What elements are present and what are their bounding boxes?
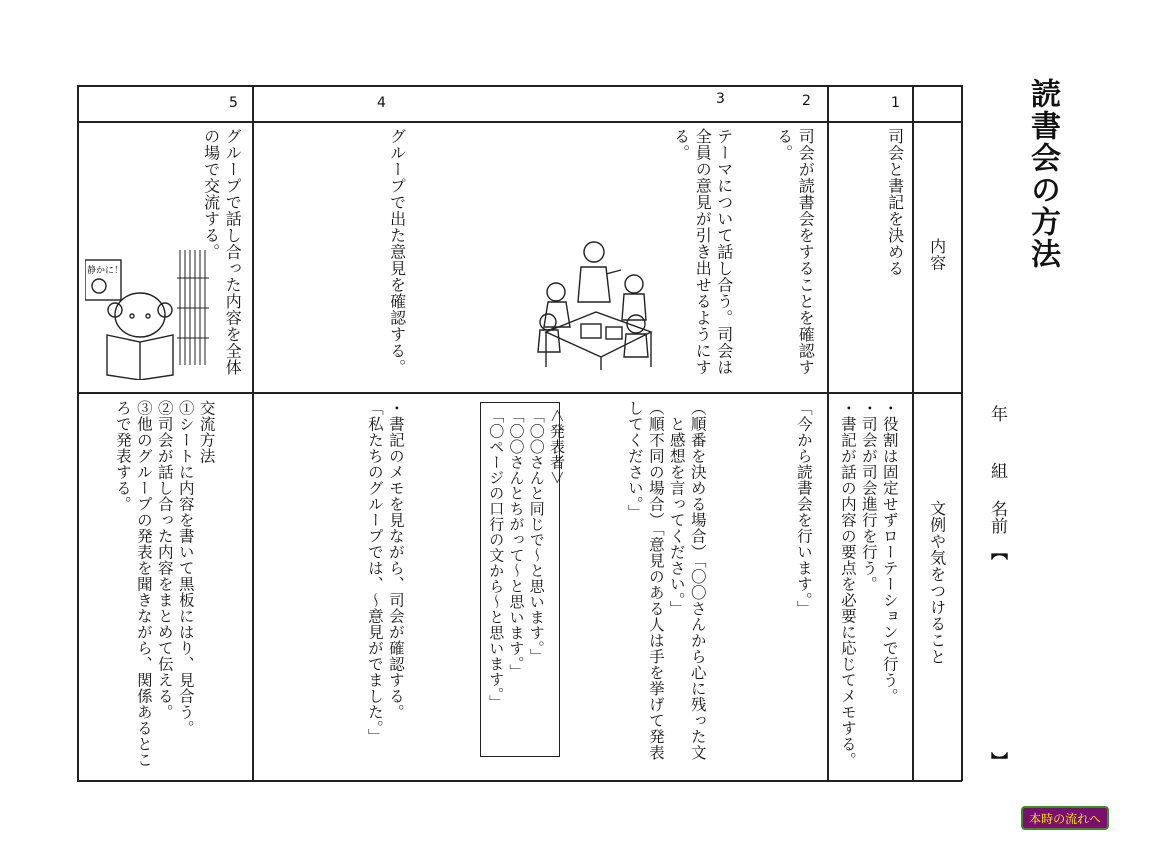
class-label: 組 <box>987 462 1007 479</box>
step-number-3: 3 <box>716 91 725 107</box>
step1-notes: ・役割は固定せずローテーションで行う。 ・司会が司会進行を行う。 ・書記が話の内容の要点を必要に応じてメモする。 <box>838 400 899 768</box>
name-bracket-open: 【 <box>987 543 1007 560</box>
examples-header: 文例や気をつけること <box>927 500 947 665</box>
step-number-5: 5 <box>229 95 238 111</box>
group-discussion-illustration <box>526 232 666 372</box>
step2-notes: 「今から読書会を行います。」 <box>794 400 813 617</box>
step4-content: グループで出た意見を確認する。 <box>387 128 407 376</box>
step5-content: グループで話し合った内容を全体 の場で交流する。 <box>201 128 243 376</box>
step4-notes: ・書記のメモを見ながら、司会が確認する。 「私たちのグループでは、～意見がでました。」 <box>365 400 405 745</box>
name-label: 名前 <box>987 500 1007 534</box>
step-number-1: 1 <box>891 95 900 111</box>
step-number-4: 4 <box>377 95 386 111</box>
year-label: 年 <box>987 405 1007 422</box>
name-bracket-close: 】 <box>987 752 1007 769</box>
lesson-flow-nav-button[interactable]: 本時の流れへ <box>1021 806 1109 830</box>
step1-content: 司会と書記を決める <box>885 128 905 277</box>
speaker-examples: ＜発表者＞ 「〇〇さんと同じで～と思います。」 「〇〇さんとちがって～と思います。」 「〇ページの口行の文から～と思います。」 <box>487 408 566 711</box>
step3-notes: （順番を決める場合）「〇〇さんから心に残った文 と感想を言ってください。」 （順不同の場合）「意見のある人は手を挙げて発表 してください。」 <box>625 400 707 761</box>
step3-content: テーマについて話し合う。司会は 全員の意見が引き出せるようにす る。 <box>671 128 734 376</box>
quiet-sign-text: 静かに！ <box>87 266 124 276</box>
content-header: 内容 <box>927 238 947 271</box>
step2-content: 司会が読書会をすることを確認す る。 <box>774 128 816 376</box>
step-number-2: 2 <box>802 93 811 109</box>
page-title: 読書会の方法 <box>1025 78 1060 270</box>
step5-notes: 交流方法 ①シートに内容を書いて黒板にはり、見合う。 ②司会が話し合った内容をまとめて伝える。 ③他のグループの発表を聞きながら、関係あるとこ ろで発表する。 <box>113 400 216 768</box>
